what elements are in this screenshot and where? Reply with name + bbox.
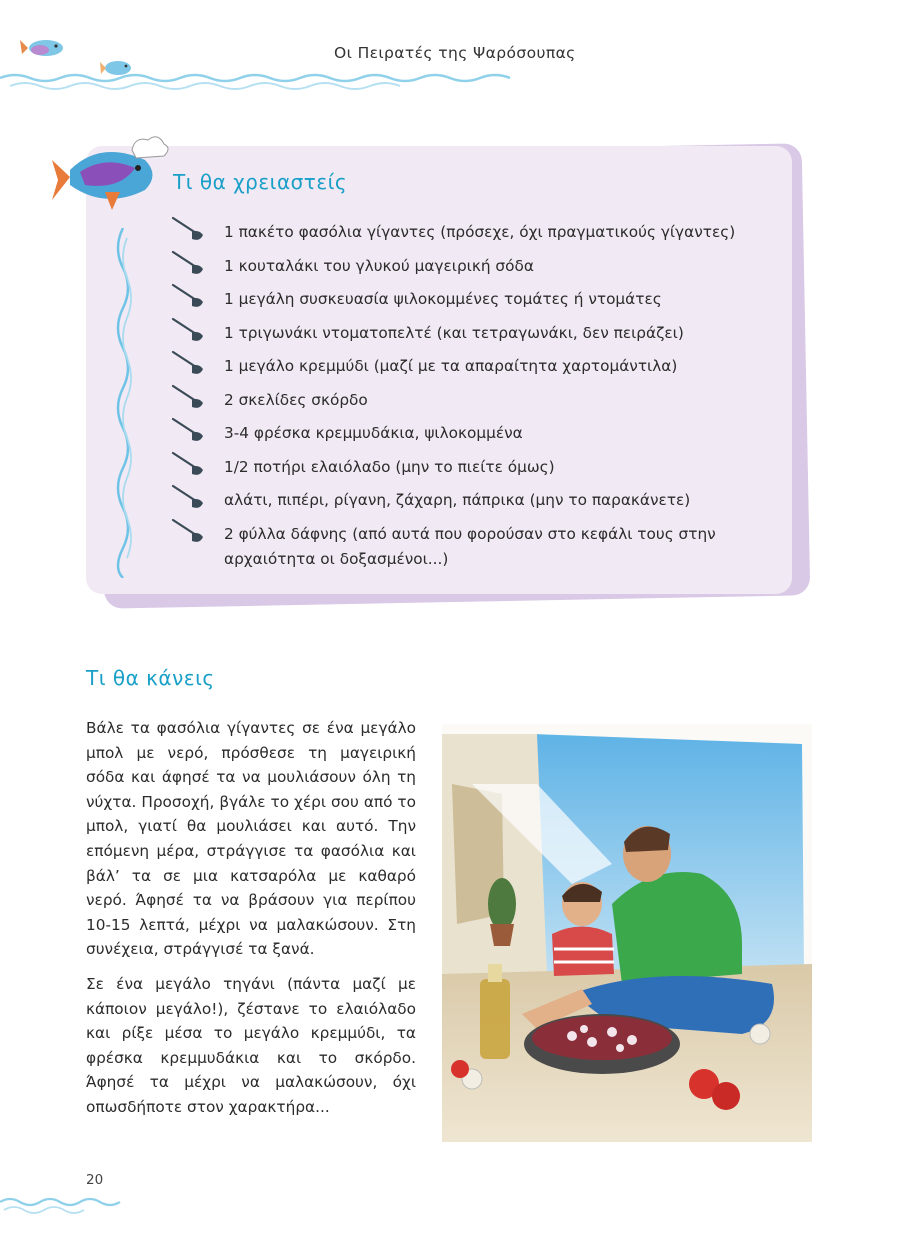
- potted-plant: [488, 878, 516, 946]
- header-wave-decoration: [0, 30, 560, 100]
- running-title: Οι Πειρατές της Ψαρόσουπας: [334, 44, 576, 62]
- ingredients-heading: Τι θα χρειαστείς: [173, 170, 348, 194]
- list-item: [170, 287, 790, 312]
- list-item: [170, 388, 790, 413]
- instructions-paragraph: Βάλε τα φασόλια γίγαντες σε ένα μεγάλο μπολ με νερό, πρόσθεσε τη μαγειρική σόδα και άφησέ τα να μουλιάσουν όλη τη νύχτα. Προσοχή, βγάλε το χέρι σου από το μπολ, γιατί θα μουλιάσει και αυτό. Την επόμενη μέρα, στράγγισε τα φασόλια και βάλ’ τα σε μια κατσαρόλα με καθαρό νερό. Άφησέ τα να βράσουν για περίπου 10-15 λεπτά, μέχρι να μαλακώσουν. Στη συνέχεια, στράγγισέ τα ξανά.: [86, 719, 416, 959]
- ingredient-text: 1 μεγάλο κρεμμύδι (μαζί με τα απαραίτητα χαρτομάντιλα): [224, 357, 678, 375]
- ingredient-text: 1 τριγωνάκι ντοματοπελτέ (και τετραγωνάκι, δεν πειράζει): [224, 323, 684, 342]
- list-item: [170, 254, 790, 279]
- ladle-icon: [170, 416, 208, 446]
- list-item: [170, 321, 790, 346]
- ladle-icon: [170, 383, 208, 413]
- ingredient-text: 1 πακέτο φασόλια γίγαντες (πρόσεχε, όχι πραγματικούς γίγαντες): [224, 223, 736, 241]
- ladle-icon: [170, 450, 208, 480]
- chef-fish-icon: [50, 130, 175, 215]
- ladle-icon: [170, 349, 208, 379]
- list-item: [170, 220, 790, 245]
- list-item: [170, 354, 790, 379]
- ingredient-text: αλάτι, πιπέρι, ρίγανη, ζάχαρη, πάπρικα (μην το παρακάνετε): [224, 491, 691, 509]
- ingredient-text: 2 σκελίδες σκόρδο: [224, 390, 368, 409]
- list-item: [170, 522, 790, 572]
- instructions-heading: Τι θα κάνεις: [86, 666, 215, 690]
- small-fish-icon: [20, 40, 63, 56]
- cooking-illustration: [442, 724, 812, 1142]
- ingredient-text: 1 μεγάλη συσκευασία ψιλοκομμένες τομάτες ή ντομάτες: [224, 290, 662, 308]
- ladle-icon: [170, 249, 208, 279]
- frying-pan: [524, 1014, 680, 1074]
- list-item: [170, 488, 790, 513]
- ingredient-text: 3-4 φρέσκα κρεμμυδάκια, ψιλοκομμένα: [224, 424, 523, 442]
- ingredient-text: 1/2 ποτήρι ελαιόλαδο (μην το πιείτε όμως): [224, 457, 555, 476]
- ingredient-text: 2 φύλλα δάφνης (από αυτά που φορούσαν στο κεφάλι τους στην αρχαιότητα οι δοξασμένοι...): [224, 524, 716, 568]
- ladle-icon: [170, 517, 208, 547]
- ladle-icon: [170, 215, 208, 245]
- instructions-paragraph: Σε ένα μεγάλο τηγάνι (πάντα μαζί με κάποιον μεγάλο!), ζέστανε το ελαιόλαδο και ρίξε μέσα το μεγάλο κρεμμύδι, τα φρέσκα κρεμμυδάκια και το σκόρδο. Άφησέ τα μέχρι να μαλακώσουν, όχι οπωσδήποτε στον χαρακτήρα...: [86, 974, 416, 1116]
- small-fish-icon-2: [100, 61, 131, 75]
- page-number: 20: [86, 1172, 104, 1188]
- ladle-icon: [170, 483, 208, 513]
- ingredient-text: 1 κουταλάκι του γλυκού μαγειρική σόδα: [224, 256, 534, 275]
- list-item: [170, 455, 790, 480]
- ladle-icon: [170, 282, 208, 312]
- list-item: [170, 421, 790, 446]
- vertical-wave-decoration: [112, 228, 134, 578]
- ladle-icon: [170, 316, 208, 346]
- instructions-body: [86, 716, 416, 1130]
- footer-wave-decoration: [0, 1190, 130, 1220]
- ingredients-list: [170, 220, 790, 580]
